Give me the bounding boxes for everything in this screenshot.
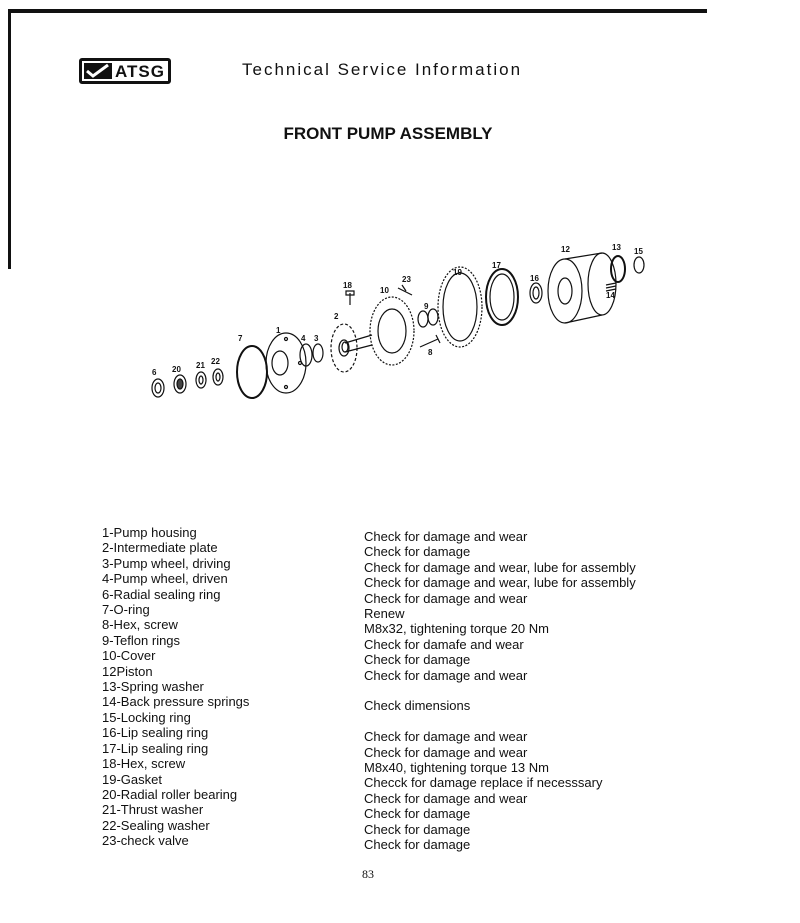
part-8-screw (420, 335, 440, 347)
part-note (364, 714, 636, 729)
part-21-washer (196, 372, 206, 388)
part-note: Check for damage (364, 652, 471, 668)
part-note: M8x40, tightening torque 13 Nm (364, 760, 549, 776)
part-note: Check for damafe and wear (364, 636, 524, 652)
part-note: Check for damage (364, 821, 471, 837)
part-note: M8x32, tightening torque 20 Nm (364, 621, 549, 637)
part-23-valve (398, 285, 412, 295)
part-13-washer (611, 256, 625, 282)
part-10-cover (370, 297, 414, 365)
part-note: Check dimensions (364, 698, 471, 714)
part-name: 9-Teflon rings (102, 632, 181, 648)
part-2-plate (331, 324, 357, 372)
part-7-oring (237, 346, 267, 398)
part-note: Check for damage and wear, lube for assembly (364, 559, 636, 575)
inspection-notes-list (364, 529, 636, 853)
part-name: 15-Locking ring (102, 709, 191, 725)
callout-23: 23 (402, 275, 411, 284)
part-15-ring (634, 257, 644, 273)
part-note: Check for damage and wear (364, 729, 528, 745)
callout-14: 14 (606, 291, 615, 300)
part-name: 23-check valve (102, 833, 189, 849)
part-name: 14-Back pressure springs (102, 694, 250, 710)
part-name: 7-O-ring (102, 602, 150, 618)
callout-4: 4 (301, 334, 306, 343)
part-name: 13-Spring washer (102, 679, 204, 695)
callout-9: 9 (424, 302, 429, 311)
part-name: 17-Lip sealing ring (102, 740, 209, 756)
part-note: Check for damage (364, 837, 471, 853)
callout-17: 17 (492, 261, 501, 270)
part-16-seal (530, 283, 542, 303)
callout-20: 20 (172, 365, 181, 374)
part-name: 3-Pump wheel, driving (102, 555, 231, 571)
callout-2: 2 (334, 312, 339, 321)
part-note: Check for damage and wear (364, 667, 528, 683)
callout-10: 10 (380, 286, 389, 295)
part-name: 22-Sealing washer (102, 817, 210, 833)
part-name: 10-Cover (102, 648, 156, 664)
part-note: Check for damage and wear, lube for assembly (364, 575, 636, 591)
callout-6: 6 (152, 368, 157, 377)
part-note: Check for damage and wear (364, 590, 528, 606)
part-name: 19-Gasket (102, 771, 162, 787)
callout-8: 8 (428, 348, 433, 357)
part-name: 1-Pump housing (102, 525, 197, 540)
part-note (364, 683, 636, 698)
part-name: 6-Radial sealing ring (102, 586, 221, 602)
callout-13: 13 (612, 243, 621, 252)
part-14-spring (606, 283, 616, 291)
part-22-washer (213, 369, 223, 385)
page-title: FRONT PUMP ASSEMBLY (283, 124, 493, 143)
part-note: Check for damage (364, 806, 471, 822)
part-6-seal (152, 379, 164, 397)
part-note: Check for damage and wear (364, 790, 528, 806)
part-note: Checck for damage replace if necesssary (364, 775, 603, 791)
part-17-seal (486, 269, 518, 325)
callout-21: 21 (196, 361, 205, 370)
part-note: Renew (364, 606, 405, 622)
part-19-gasket (438, 267, 482, 347)
part-note: Check for damage and wear (364, 529, 528, 544)
part-9-rings (418, 311, 428, 327)
part-name: 18-Hex, screw (102, 756, 186, 772)
part-name: 12Piston (102, 663, 153, 679)
exploded-pump-diagram (140, 235, 660, 405)
callout-16: 16 (530, 274, 539, 283)
callout-19: 19 (453, 268, 462, 277)
part-name: 16-Lip sealing ring (102, 725, 209, 741)
callout-1: 1 (276, 326, 281, 335)
atsg-logo (79, 58, 171, 84)
page-number: 83 (362, 867, 374, 881)
checkmark-icon (84, 63, 112, 79)
callout-22: 22 (211, 357, 220, 366)
part-name: 2-Intermediate plate (102, 540, 218, 556)
part-name: 21-Thrust washer (102, 802, 204, 818)
part-name: 8-Hex, screw (102, 617, 178, 633)
parts-list (102, 525, 249, 849)
callout-7: 7 (238, 334, 243, 343)
callout-15: 15 (634, 247, 643, 256)
part-name: 20-Radial roller bearing (102, 786, 238, 802)
header-title: Technical Service Information (242, 60, 523, 79)
part-note: Check for damage (364, 544, 471, 560)
callout-3: 3 (314, 334, 319, 343)
top-border-rule (8, 9, 707, 13)
part-3-wheel (313, 344, 323, 362)
part-name: 4-Pump wheel, driven (102, 571, 228, 587)
part-18-screw (346, 291, 354, 305)
logo-text: ATSG (115, 61, 165, 81)
callout-12: 12 (561, 245, 570, 254)
part-note: Check for damage and wear (364, 744, 528, 760)
callout-18: 18 (343, 281, 352, 290)
